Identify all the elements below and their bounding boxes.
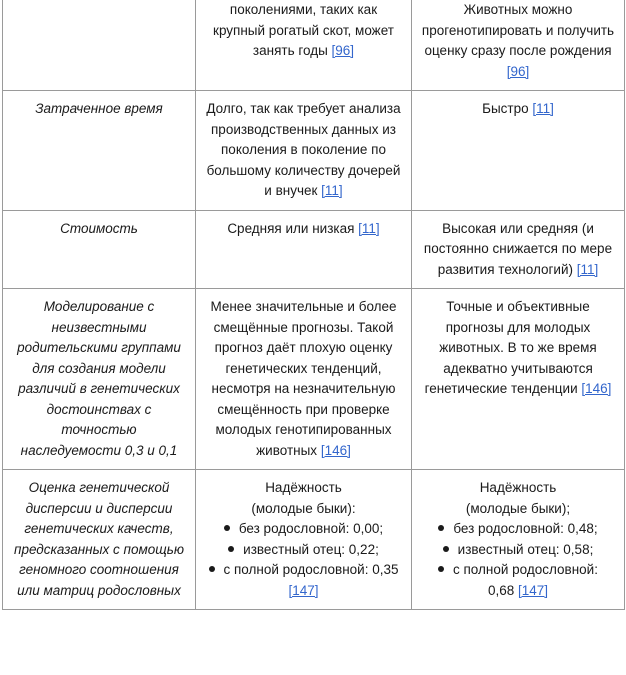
- row-label: Моделирование с неизвестными родительскими группами для создания модели различий в генетических достоинствах с точностью наследуемости 0,3 и 0,1: [3, 289, 196, 470]
- row-label: Стоимость: [3, 210, 196, 289]
- list-item: с полной родословной:: [419, 560, 617, 581]
- row-label: Оценка генетической дисперсии и дисперсии генетических качеств, предсказанных с помощью геномного соотношения или матриц родословных: [3, 470, 196, 610]
- bullet-icon: [438, 525, 444, 531]
- table-row: [3, 0, 625, 91]
- table-row: [3, 91, 625, 211]
- table-row: [3, 470, 625, 610]
- genomic-cell: Животных можно прогенотипировать и получить оценку сразу после рождения [96]: [412, 0, 625, 91]
- row-label: [3, 0, 196, 91]
- citation-link[interactable]: [96]: [331, 43, 355, 58]
- list-item: без родословной: 0,48;: [419, 519, 617, 540]
- traditional-cell: Менее значительные и более смещённые прогнозы. Такой прогноз даёт плохую оценку генетических тенденций, несмотря на незначительную смещённость при проверке молодых генотипированных животных [146]: [196, 289, 412, 470]
- table-row: [3, 210, 625, 289]
- citation-link[interactable]: [147]: [288, 582, 319, 598]
- genomic-cell: Высокая или средняя (и постоянно снижается по мере развития технологий) [11]: [412, 210, 625, 289]
- citation-link[interactable]: [146]: [581, 381, 612, 396]
- traditional-cell: Средняя или низкая [11]: [196, 210, 412, 289]
- table-row: [3, 289, 625, 470]
- bullet-icon: [224, 525, 230, 531]
- list-item: известный отец: 0,22;: [203, 540, 404, 561]
- citation-link[interactable]: [11]: [321, 183, 343, 198]
- bullet-icon: [209, 566, 215, 572]
- reliability-list: [419, 519, 617, 581]
- genomic-cell: Точные и объективные прогнозы для молодых животных. В то же время адекватно учитываются генетические тенденции [146]: [412, 289, 625, 470]
- traditional-cell: [196, 470, 412, 610]
- genomic-cell: Быстро [11]: [412, 91, 625, 211]
- citation-link[interactable]: [11]: [532, 101, 554, 116]
- genomic-cell: [412, 470, 625, 610]
- reliability-subheading: (молодые быки);: [465, 500, 571, 516]
- traditional-cell: поколениями, таких как крупный рогатый скот, может занять годы [96]: [196, 0, 412, 91]
- reliability-value: 0,68: [487, 582, 518, 598]
- reliability-heading: Надёжность: [265, 480, 342, 495]
- bullet-icon: [438, 566, 444, 572]
- list-item: без родословной: 0,00;: [203, 519, 404, 540]
- comparison-table: [2, 0, 625, 610]
- reliability-list: [203, 519, 404, 581]
- bullet-icon: [443, 546, 449, 552]
- citation-link[interactable]: [11]: [576, 261, 599, 277]
- list-item: известный отец: 0,58;: [419, 540, 617, 561]
- reliability-heading: Надёжность: [479, 480, 557, 495]
- citation-link[interactable]: [11]: [358, 220, 380, 236]
- traditional-cell: Долго, так как требует анализа производственных данных из поколения в поколение по большому количеству дочерей и внучек [11]: [196, 91, 412, 211]
- citation-link[interactable]: [146]: [320, 442, 351, 458]
- citation-link[interactable]: [147]: [518, 582, 549, 598]
- list-item: с полной родословной: 0,35: [203, 560, 404, 581]
- citation-link[interactable]: [96]: [506, 63, 530, 79]
- reliability-subheading: (молодые быки):: [251, 500, 356, 516]
- bullet-icon: [228, 546, 234, 552]
- row-label: Затраченное время: [3, 91, 196, 211]
